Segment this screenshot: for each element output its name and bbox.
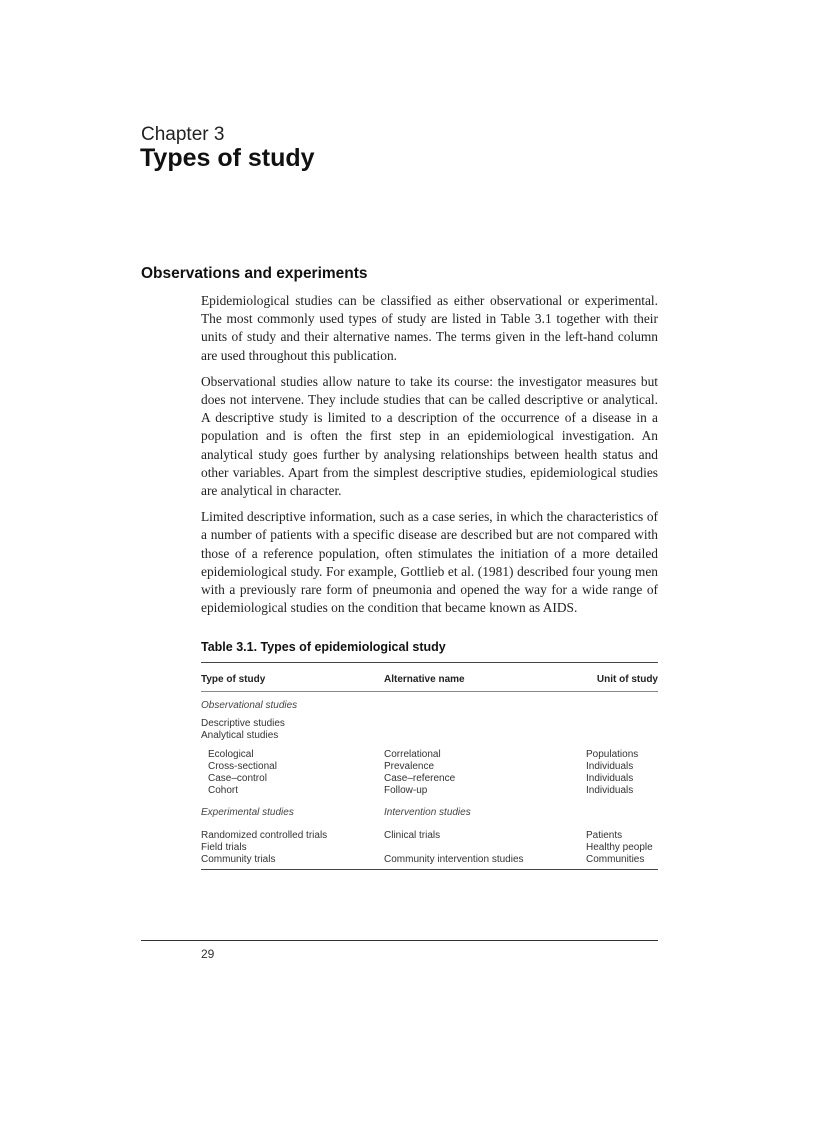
analytical-label: Analytical studies (201, 730, 279, 742)
cell-type: Community trials (201, 854, 276, 866)
table-header-row (201, 663, 658, 685)
footer-rule (141, 940, 658, 941)
cell-unit: Healthy people (586, 841, 653, 853)
body-text (201, 292, 658, 625)
experimental-label: Experimental studies (201, 807, 294, 819)
cell-alt: Case–reference (384, 773, 456, 785)
cell-unit: Individuals (586, 760, 634, 772)
cell-type: Ecological (208, 748, 254, 760)
cell-unit: Individuals (586, 773, 634, 785)
table-row (201, 749, 658, 761)
cell-type: Randomized controlled trials (201, 829, 328, 841)
header-alternative-name: Alternative name (384, 674, 465, 685)
table-row (201, 730, 658, 742)
cell-type: Cohort (208, 785, 239, 797)
cell-alt: Clinical trials (384, 829, 441, 841)
chapter-label: Chapter 3 (141, 124, 225, 145)
table-row (201, 842, 658, 854)
descriptive-label: Descriptive studies (201, 718, 285, 730)
cell-unit: Individuals (586, 785, 634, 797)
header-unit-of-study: Unit of study (596, 674, 658, 685)
cell-type: Cross-sectional (208, 760, 277, 772)
intervention-label: Intervention studies (384, 807, 471, 819)
table-row (201, 773, 658, 785)
header-type-of-study: Type of study (201, 674, 266, 685)
table-row (201, 700, 658, 712)
cell-type: Case–control (208, 773, 267, 785)
table-row (201, 854, 658, 866)
table-bottom-rule (201, 869, 658, 870)
section-heading: Observations and experiments (141, 265, 368, 282)
table-body (201, 692, 658, 866)
cell-alt (384, 842, 566, 854)
observational-label: Observational studies (201, 700, 298, 711)
cell-unit: Populations (586, 748, 639, 760)
cell-alt: Follow-up (384, 785, 428, 797)
cell-alt: Correlational (384, 748, 441, 760)
paragraph-1: Epidemiological studies can be classified as either observational or experimental. The most commonly used types of study are listed in Table 3.1 together with their units of study and their alternative names. The terms given in the left-hand column are used throughout this publication. (201, 293, 658, 363)
paragraph-2: Observational studies allow nature to take its course: the investigator measures but does not intervene. They include studies that can be called descriptive or analytical. A descriptive study is limited to a description of the occurrence of a disease in a population and is often the first step in an epidemiological investigation. An analytical study goes further by analysing relationships between health status and other variables. Apart from the simplest descriptive studies, epidemiological studies are analytical in character. (201, 373, 658, 499)
page-number: 29 (201, 947, 215, 961)
table-caption: Table 3.1. Types of epidemiological study (201, 640, 446, 654)
chapter-title: Types of study (140, 144, 315, 172)
table-row (201, 761, 658, 773)
table-row (201, 830, 658, 842)
cell-type: Field trials (201, 841, 247, 853)
cell-unit: Communities (586, 854, 645, 866)
table-row (201, 807, 658, 819)
table-row (201, 785, 658, 797)
table-row (201, 718, 658, 730)
study-types-table (201, 662, 658, 870)
paragraph-3: Limited descriptive information, such as a case series, in which the characteristics of a number of patients with a specific disease are described but are not compared with those of a reference population, often stimulates the initiation of a more detailed epidemiological study. For example, Gottlieb et al. (1981) described four young men with a previously rare form of pneumonia and opened the way for a wide range of epidemiological studies on the condition that became known as AIDS. (201, 509, 658, 616)
cell-alt: Community intervention studies (384, 854, 524, 866)
cell-unit: Patients (586, 829, 623, 841)
cell-alt: Prevalence (384, 760, 435, 772)
